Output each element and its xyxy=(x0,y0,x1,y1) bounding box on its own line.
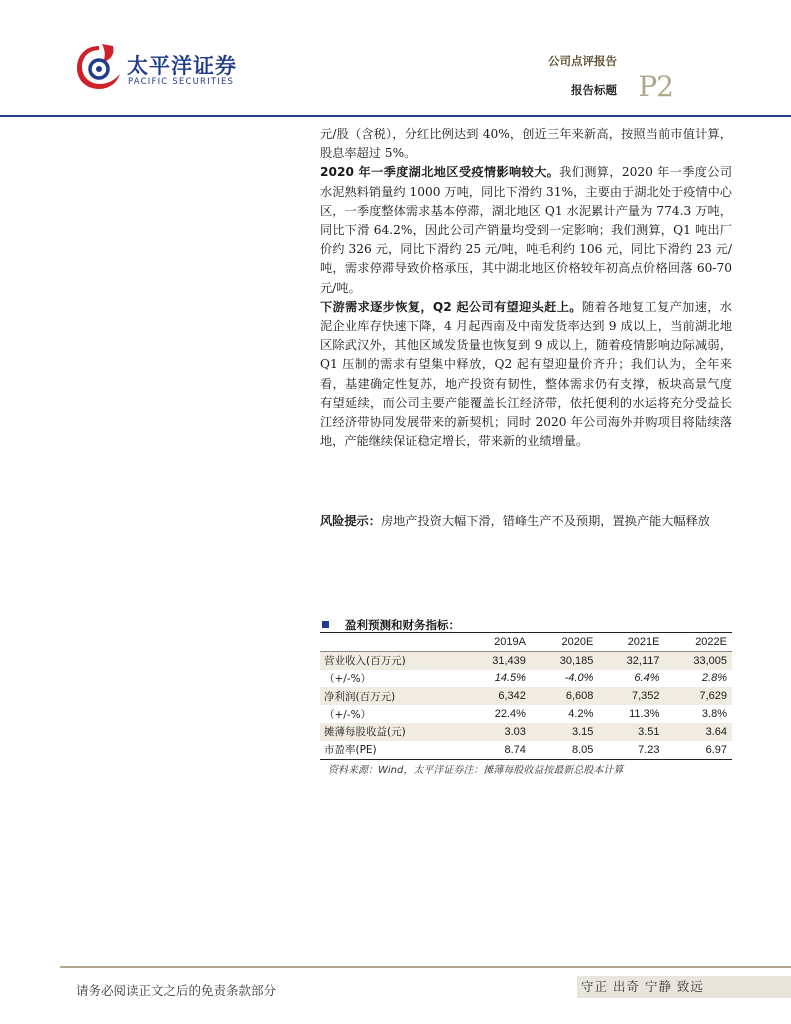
table-title xyxy=(322,617,460,633)
table-cell: 8.74 xyxy=(463,741,530,759)
table-cell: 3.51 xyxy=(598,723,664,741)
logo-chinese-name: 太平洋证券 xyxy=(127,54,237,78)
risk-text: 房地产投资大幅下滑，错峰生产不及预期，置换产能大幅释放 xyxy=(380,514,710,528)
table-cell: 22.4% xyxy=(494,708,526,721)
logo-english-name: PACIFIC SECURITIES xyxy=(128,77,235,87)
paragraph-q1-lead: 2020 年一季度湖北地区受疫情影响较大。 xyxy=(320,165,560,180)
row-label: （+/-%） xyxy=(324,708,372,721)
table-cell: 8.05 xyxy=(531,741,598,759)
report-header xyxy=(491,50,791,110)
table-header-cell: 2021E xyxy=(598,633,664,651)
table-cell: -4.0% xyxy=(564,672,594,685)
table-cell: 3.15 xyxy=(531,723,598,741)
table-cell: 3.03 xyxy=(463,723,530,741)
risk-warning xyxy=(320,512,732,532)
table-cell: 7.23 xyxy=(598,741,664,759)
pacific-logo-icon xyxy=(75,42,123,92)
table-cell: 7,352 xyxy=(598,687,664,705)
footer-disclaimer: 请务必阅读正文之后的免责条款部分 xyxy=(76,983,277,998)
table-header-cell xyxy=(320,633,463,651)
table-header-cell: 2019A xyxy=(463,633,530,651)
table-row xyxy=(320,687,732,705)
paragraph-dividend: 元/股（含税），分红比例达到 40%，创近三年来新高，按照当前市值计算，股息率超过 5%。 xyxy=(320,127,732,161)
report-category: 公司点评报告 xyxy=(548,54,617,68)
risk-lead: 风险提示： xyxy=(320,514,381,528)
table-cell: 32,117 xyxy=(598,651,664,669)
table-header-row xyxy=(320,633,732,651)
table-cell: 2.8% xyxy=(701,672,727,685)
paragraph-q2-lead: 下游需求逐步恢复，Q2 起公司有望迎头赶上。 xyxy=(320,299,582,314)
table-header-cell: 2022E xyxy=(665,633,733,651)
report-body xyxy=(320,125,732,451)
table-cell: 11.3% xyxy=(629,708,660,721)
table-row xyxy=(320,723,732,741)
report-title: 报告标题 xyxy=(571,83,617,97)
table-row xyxy=(320,741,732,759)
table-cell: 6,608 xyxy=(531,687,598,705)
page-label: P2 xyxy=(638,70,673,103)
table-cell: 6.4% xyxy=(634,672,660,685)
row-label: 摊薄每股收益(元) xyxy=(320,723,463,741)
table-cell: 3.64 xyxy=(665,723,733,741)
paragraph-q2-recovery xyxy=(320,298,732,452)
table-cell: 4.2% xyxy=(568,708,594,721)
paragraph-q2-text: 随着各地复工复产加速，水泥企业库存快速下降，4 月起西南及中南发货率达到 9 成以上，当前湖北地区除武汉外，其他区域发货量也恢复到 9 成以上，随着疫情影响边际减弱，Q1 压制的需求有望集中释放，Q2 起有望迎量价齐升；我们认为，全年来看，基建确定性复苏，地产投资有韧性，整体需求仍有支撑，板块高景气度有望延续，而公司主要产能覆盖长江经济带，依托便利的水运将充分受益长江经济带协同发展带来的新契机；同时 2020 年公司海外并购项目将陆续落地，产能继续保证稳定增长，带来新的业绩增量。 xyxy=(320,299,732,449)
header-divider xyxy=(0,115,791,117)
paragraph-q1-text: 我们测算，2020 年一季度公司水泥熟料销量约 1000 万吨，同比下滑约 31%，主要由于湖北处于疫情中心区，一季度整体需求基本停滞，湖北地区 Q1 水泥累计产量为 774.3 万吨，同比下滑 64.2%，因此公司产销量均受到一定影响；我们测算，Q1 吨出厂价约 326 元，同比下滑约 25 元/吨，吨毛利约 106 元，同比下滑约 23 元/吨，需求停滞导致价格承压，其中湖北地区价格较年初高点价格回落 60-70 元/吨。 xyxy=(320,165,733,295)
table-row xyxy=(320,651,732,669)
company-logo xyxy=(75,42,260,92)
table-cell: 31,439 xyxy=(463,651,530,669)
financial-forecast-table xyxy=(320,633,732,760)
table-header-cell: 2020E xyxy=(531,633,598,651)
table-cell: 6,342 xyxy=(463,687,530,705)
table-row xyxy=(320,705,732,723)
footer-divider xyxy=(60,966,791,968)
row-label: 营业收入(百万元) xyxy=(320,651,463,669)
table-cell: 33,005 xyxy=(665,651,733,669)
paragraph-q1-impact xyxy=(320,163,732,297)
table-cell: 14.5% xyxy=(494,672,526,685)
row-label: （+/-%） xyxy=(324,672,372,685)
table-cell: 7,629 xyxy=(665,687,733,705)
row-label: 净利润(百万元) xyxy=(320,687,463,705)
table-row xyxy=(320,670,732,688)
footer-motto: 守正 出奇 宁静 致远 xyxy=(577,976,791,998)
table-cell: 30,185 xyxy=(531,651,598,669)
table-cell: 6.97 xyxy=(665,741,733,759)
table-cell: 3.8% xyxy=(701,708,727,721)
table-title-text: 盈利预测和财务指标： xyxy=(345,618,460,632)
table-source-note: 资料来源：Wind，太平洋证券注：摊薄每股收益按最新总股本计算 xyxy=(328,765,624,776)
square-bullet-icon xyxy=(322,621,329,628)
row-label: 市盈率(PE) xyxy=(320,741,463,759)
